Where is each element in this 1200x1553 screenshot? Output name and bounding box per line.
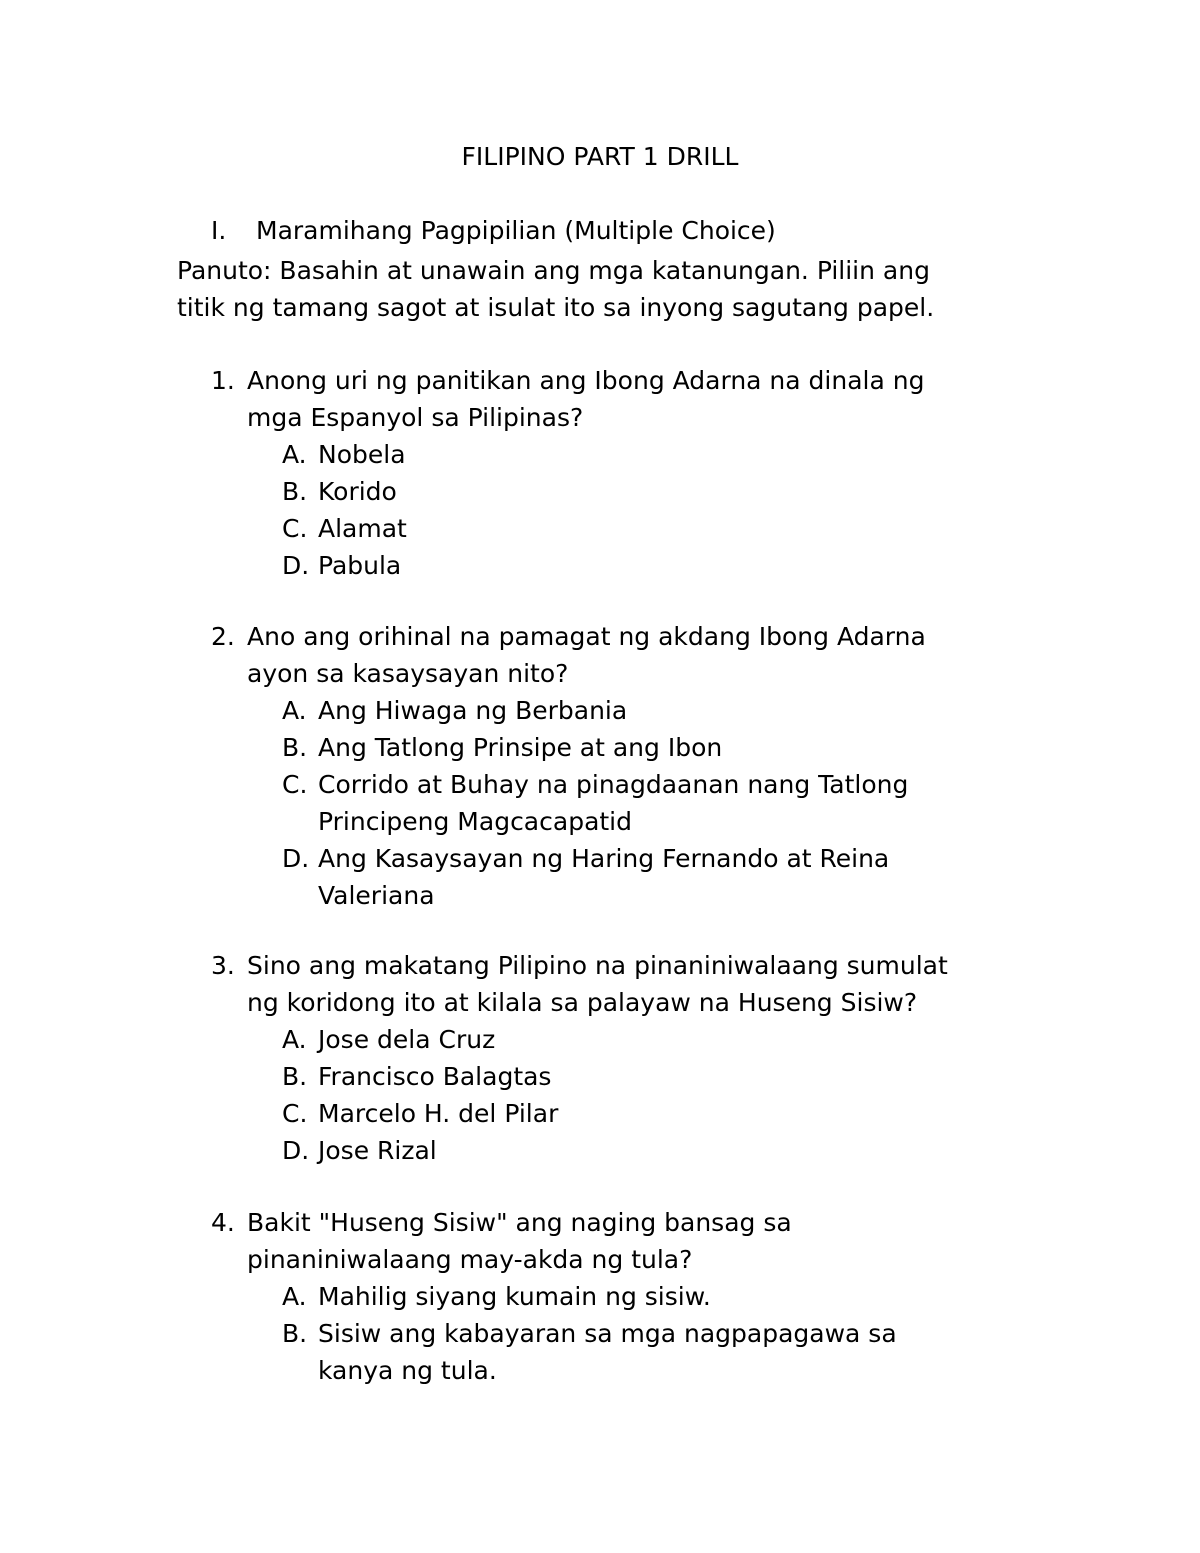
choice-line: Ang Kasaysayan ng Haring Fernando at Reina — [318, 844, 890, 873]
question-2 — [211, 618, 1051, 914]
choice-text — [318, 1278, 1051, 1315]
choice-letter: A. — [282, 696, 307, 725]
choice-letter: C. — [282, 1099, 308, 1128]
question-line: pinaniniwalaang may-akda ng tula? — [247, 1245, 693, 1274]
question-1 — [211, 362, 1051, 584]
choice-line: Korido — [318, 477, 397, 506]
choice-line: Ang Hiwaga ng Berbania — [318, 696, 628, 725]
choice-a — [282, 1021, 1051, 1058]
choice-b — [282, 729, 1051, 766]
question-text — [247, 618, 1051, 692]
instructions-line: Panuto: Basahin at unawain ang mga katanungan. Piliin ang — [177, 256, 930, 285]
choice-line: Corrido at Buhay na pinagdaanan nang Tatlong — [318, 770, 909, 799]
question-text — [247, 947, 1051, 1021]
question-number: 1. — [211, 366, 235, 395]
choice-letter: C. — [282, 770, 308, 799]
choice-text — [318, 1021, 1051, 1058]
choice-line: Alamat — [318, 514, 407, 543]
question-number: 4. — [211, 1208, 235, 1237]
choice-text — [318, 1315, 1051, 1389]
choice-letter: B. — [282, 1062, 308, 1091]
question-4 — [211, 1204, 1051, 1389]
choice-letter: A. — [282, 1025, 307, 1054]
choice-line: Marcelo H. del Pilar — [318, 1099, 559, 1128]
choice-d — [282, 1132, 1051, 1169]
question-line: Sino ang makatang Pilipino na pinaniniwalaang sumulat — [247, 951, 948, 980]
choice-text — [318, 729, 1051, 766]
section-heading — [211, 216, 776, 246]
choice-text — [318, 692, 1051, 729]
section-heading-text: Maramihang Pagpipilian (Multiple Choice) — [256, 216, 776, 245]
question-line: Anong uri ng panitikan ang Ibong Adarna na dinala ng — [247, 366, 925, 395]
choice-c — [282, 766, 1051, 840]
question-stem — [211, 362, 1051, 436]
question-stem — [211, 947, 1051, 1021]
choice-c — [282, 1095, 1051, 1132]
choice-b — [282, 1058, 1051, 1095]
choice-letter: C. — [282, 514, 308, 543]
question-text — [247, 362, 1051, 436]
choice-line: Mahilig siyang kumain ng sisiw. — [318, 1282, 711, 1311]
choice-line: Ang Tatlong Prinsipe at ang Ibon — [318, 733, 723, 762]
choice-line: Francisco Balagtas — [318, 1062, 552, 1091]
choice-text — [318, 840, 1051, 914]
choice-line: Jose Rizal — [318, 1136, 437, 1165]
choice-letter: A. — [282, 1282, 307, 1311]
choice-line: Pabula — [318, 551, 402, 580]
choice-line: kanya ng tula. — [318, 1356, 497, 1385]
question-number: 3. — [211, 951, 235, 980]
choice-a — [282, 692, 1051, 729]
choice-d — [282, 547, 1051, 584]
choice-b — [282, 1315, 1051, 1389]
choice-letter: D. — [282, 551, 310, 580]
question-line: mga Espanyol sa Pilipinas? — [247, 403, 584, 432]
choice-text — [318, 473, 1051, 510]
question-line: ayon sa kasaysayan nito? — [247, 659, 569, 688]
choice-c — [282, 510, 1051, 547]
choice-letter: D. — [282, 1136, 310, 1165]
question-stem — [211, 618, 1051, 692]
question-stem — [211, 1204, 1051, 1278]
choice-line: Valeriana — [318, 881, 435, 910]
choice-line: Jose dela Cruz — [318, 1025, 496, 1054]
instructions — [177, 252, 1037, 326]
choice-letter: D. — [282, 844, 310, 873]
choice-line: Nobela — [318, 440, 406, 469]
document-title: FILIPINO PART 1 DRILL — [461, 142, 739, 171]
choice-text — [318, 1058, 1051, 1095]
choice-text — [318, 436, 1051, 473]
choice-text — [318, 766, 1051, 840]
choice-text — [318, 1095, 1051, 1132]
choice-text — [318, 547, 1051, 584]
choice-text — [318, 510, 1051, 547]
instructions-line: titik ng tamang sagot at isulat ito sa inyong sagutang papel. — [177, 293, 935, 322]
choice-d — [282, 840, 1051, 914]
choice-letter: B. — [282, 1319, 308, 1348]
choice-a — [282, 1278, 1051, 1315]
question-number: 2. — [211, 622, 235, 651]
question-line: Ano ang orihinal na pamagat ng akdang Ibong Adarna — [247, 622, 926, 651]
section-number: I. — [211, 216, 227, 245]
choice-b — [282, 473, 1051, 510]
choice-letter: B. — [282, 477, 308, 506]
question-line: ng koridong ito at kilala sa palayaw na Huseng Sisiw? — [247, 988, 918, 1017]
choice-letter: B. — [282, 733, 308, 762]
choice-line: Sisiw ang kabayaran sa mga nagpapagawa sa — [318, 1319, 897, 1348]
question-text — [247, 1204, 1051, 1278]
choice-text — [318, 1132, 1051, 1169]
question-3 — [211, 947, 1051, 1169]
question-line: Bakit "Huseng Sisiw" ang naging bansag sa — [247, 1208, 792, 1237]
choice-a — [282, 436, 1051, 473]
choice-letter: A. — [282, 440, 307, 469]
choice-line: Principeng Magcacapatid — [318, 807, 633, 836]
